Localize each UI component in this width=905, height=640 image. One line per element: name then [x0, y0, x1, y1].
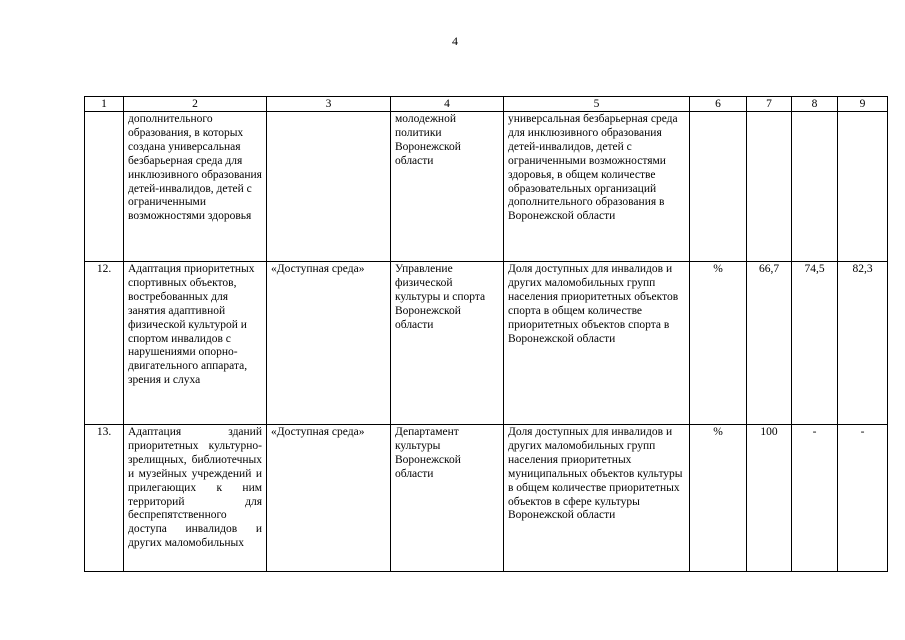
header-cell-4: 4: [391, 97, 504, 112]
program-cell: «Доступная среда»: [267, 425, 391, 572]
value-col7: 66,7: [747, 262, 792, 425]
value-col9: [838, 112, 888, 262]
page-number: 4: [452, 34, 458, 48]
value-col9: -: [838, 425, 888, 572]
value-col8: 74,5: [792, 262, 838, 425]
header-cell-2: 2: [124, 97, 267, 112]
program-cell: «Доступная среда»: [267, 262, 391, 425]
unit-cell: [690, 112, 747, 262]
header-cell-7: 7: [747, 97, 792, 112]
row-number: 13.: [85, 425, 124, 572]
executor-cell: Департамент культуры Воронежской области: [391, 425, 504, 572]
indicator-cell: универсальная безбарьерная среда для инклюзивного образования детей-инвалидов, детей с ограниченными возможностями здоровья, в общем количестве образовательных организаций дополнительного образования в Воронежской области: [504, 112, 690, 262]
row-number: 12.: [85, 262, 124, 425]
indicator-cell: Доля доступных для инвалидов и других маломобильных групп населения приоритетных объектов спорта в общем количестве приоритетных объектов спорта в Воронежской области: [504, 262, 690, 425]
header-cell-6: 6: [690, 97, 747, 112]
header-cell-1: 1: [85, 97, 124, 112]
unit-cell: %: [690, 262, 747, 425]
value-col8: [792, 112, 838, 262]
value-col7: 100: [747, 425, 792, 572]
value-col7: [747, 112, 792, 262]
header-cell-5: 5: [504, 97, 690, 112]
measure-cell: Адаптация приоритетных спортивных объектов, востребованных для занятия адаптивной физической культурой и спортом инвалидов с нарушениями опорно-двигательного аппарата, зрения и слуха: [124, 262, 267, 425]
header-cell-8: 8: [792, 97, 838, 112]
measure-cell: дополнительного образования, в которых создана универсальная безбарьерная среда для инклюзивного образования детей-инвалидов, детей с ограниченными возможностями здоровья: [124, 112, 267, 262]
executor-cell: Управление физической культуры и спорта Воронежской области: [391, 262, 504, 425]
table-row: [85, 425, 888, 572]
table-row: [85, 262, 888, 425]
header-cell-3: 3: [267, 97, 391, 112]
indicator-cell: Доля доступных для инвалидов и других маломобильных групп населения приоритетных муниципальных объектов культуры в общем количестве приоритетных объектов в сфере культуры Воронежской области: [504, 425, 690, 572]
measure-cell: Адаптация зданий приоритетных культурно-зрелищных, библиотечных и музейных учреждений и прилегающих к ним территорий для беспрепятственного доступа инвалидов и других маломобильных: [124, 425, 267, 572]
value-col8: -: [792, 425, 838, 572]
value-col9: 82,3: [838, 262, 888, 425]
unit-cell: %: [690, 425, 747, 572]
row-number: [85, 112, 124, 262]
executor-cell: молодежной политики Воронежской области: [391, 112, 504, 262]
program-cell: [267, 112, 391, 262]
header-row: [85, 97, 888, 112]
indicators-table: [84, 96, 888, 572]
header-cell-9: 9: [838, 97, 888, 112]
table-row: [85, 112, 888, 262]
